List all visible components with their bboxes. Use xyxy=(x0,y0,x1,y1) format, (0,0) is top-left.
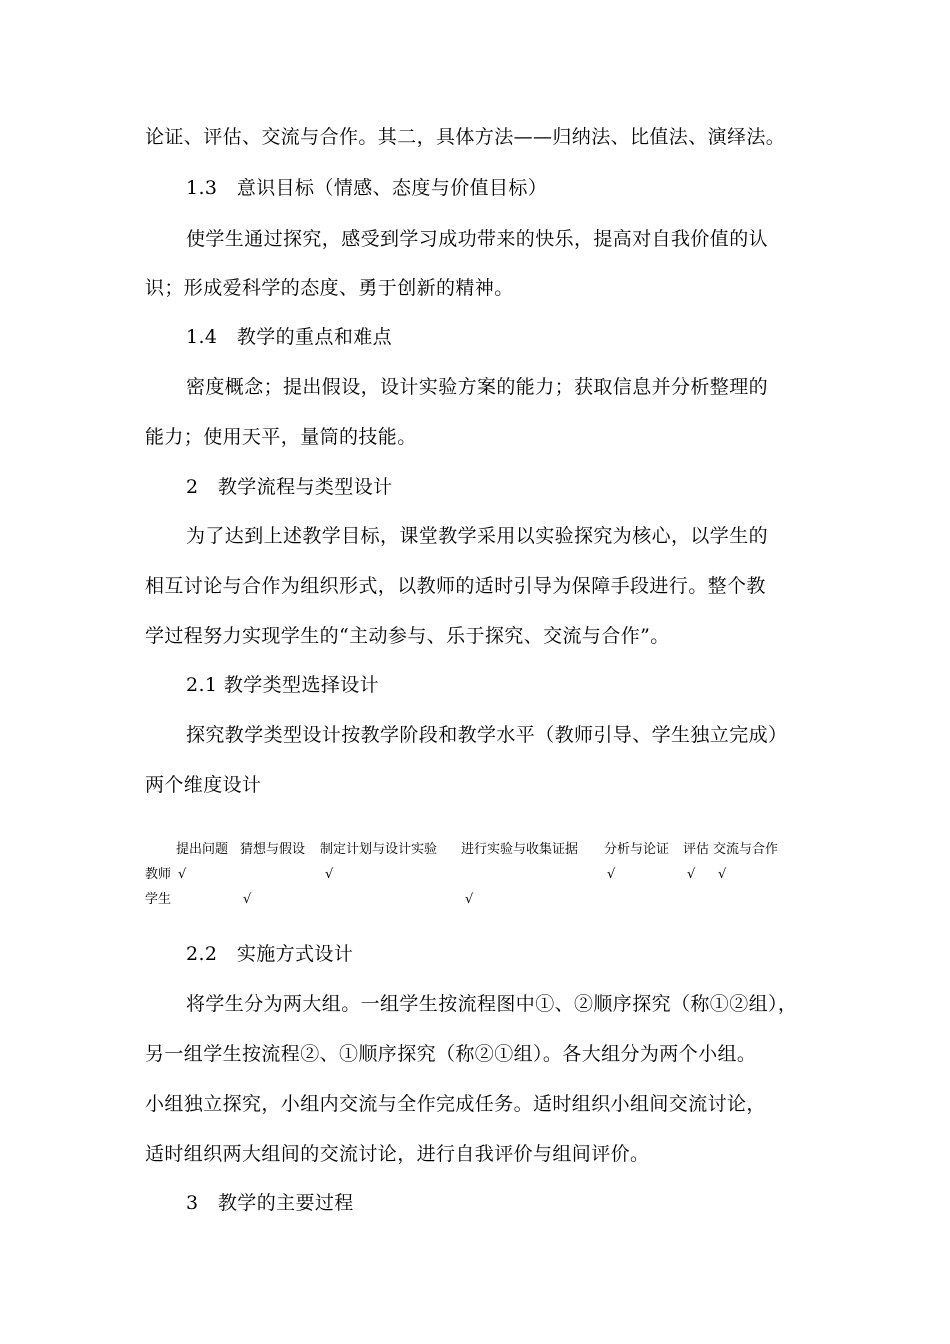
check-mark: √ xyxy=(465,892,474,907)
check-mark: √ xyxy=(718,867,727,882)
paragraph-line: 小组独立探究，小组内交流与全作完成任务。适时组织小组间交流讨论， xyxy=(145,1093,766,1115)
paragraph-line: 将学生分为两大组。一组学生按流程图中①、②顺序探究（称①②组）， xyxy=(186,993,798,1015)
paragraph-line: 学过程努力实现学生的“主动参与、乐于探究、交流与合作”。 xyxy=(145,625,670,647)
paragraph-line: 两个维度设计 xyxy=(145,774,262,796)
check-mark: √ xyxy=(607,867,616,882)
check-mark: √ xyxy=(178,867,187,882)
section-heading-3: 3 教学的主要过程 xyxy=(186,1192,354,1214)
table-header: 进行实验与收集证据 xyxy=(461,842,579,857)
paragraph-line: 相互讨论与合作为组织形式，以教师的适时引导为保障手段进行。整个教 xyxy=(145,575,766,597)
table-header: 制定计划与设计实验 xyxy=(320,842,438,857)
check-mark: √ xyxy=(687,867,696,882)
section-heading-1-4: 1.4 教学的重点和难点 xyxy=(186,326,393,348)
paragraph-line: 识；形成爱科学的态度、勇于创新的精神。 xyxy=(145,277,514,299)
table-header: 猜想与假设 xyxy=(240,842,306,857)
paragraph-line: 能力；使用天平，量筒的技能。 xyxy=(145,426,417,448)
section-heading-1-3: 1.3 意识目标（情感、态度与价值目标） xyxy=(186,177,548,199)
paragraph-line: 探究教学类型设计按教学阶段和教学水平（教师引导、学生独立完成） xyxy=(186,724,788,746)
paragraph-line: 适时组织两大组间的交流讨论，进行自我评价与组间评价。 xyxy=(145,1143,650,1165)
row-label-teacher: 教师 xyxy=(145,867,172,882)
paragraph-line: 密度概念；提出假设，设计实验方案的能力；获取信息并分析整理的 xyxy=(186,376,769,398)
check-mark: √ xyxy=(243,892,252,907)
section-heading-2: 2 教学流程与类型设计 xyxy=(186,476,393,498)
table-header: 分析与论证 xyxy=(604,842,670,857)
paragraph-line: 使学生通过探究，感受到学习成功带来的快乐，提高对自我价值的认 xyxy=(186,228,769,250)
paragraph-line: 论证、评估、交流与合作。其二，具体方法——归纳法、比值法、演绎法。 xyxy=(145,126,786,148)
table-header: 提出问题 xyxy=(176,842,229,857)
section-heading-2-2: 2.2 实施方式设计 xyxy=(186,943,354,965)
section-heading-2-1: 2.1 教学类型选择设计 xyxy=(186,674,380,696)
row-label-student: 学生 xyxy=(145,892,172,907)
paragraph-line: 另一组学生按流程②、①顺序探究（称②①组）。各大组分为两个小组。 xyxy=(145,1043,757,1065)
table-header: 评估 xyxy=(683,842,710,857)
paragraph-line: 为了达到上述教学目标，课堂教学采用以实验探究为核心，以学生的 xyxy=(186,525,769,547)
check-mark: √ xyxy=(325,867,334,882)
teaching-type-table xyxy=(145,838,805,918)
table-header: 交流与合作 xyxy=(713,842,779,857)
